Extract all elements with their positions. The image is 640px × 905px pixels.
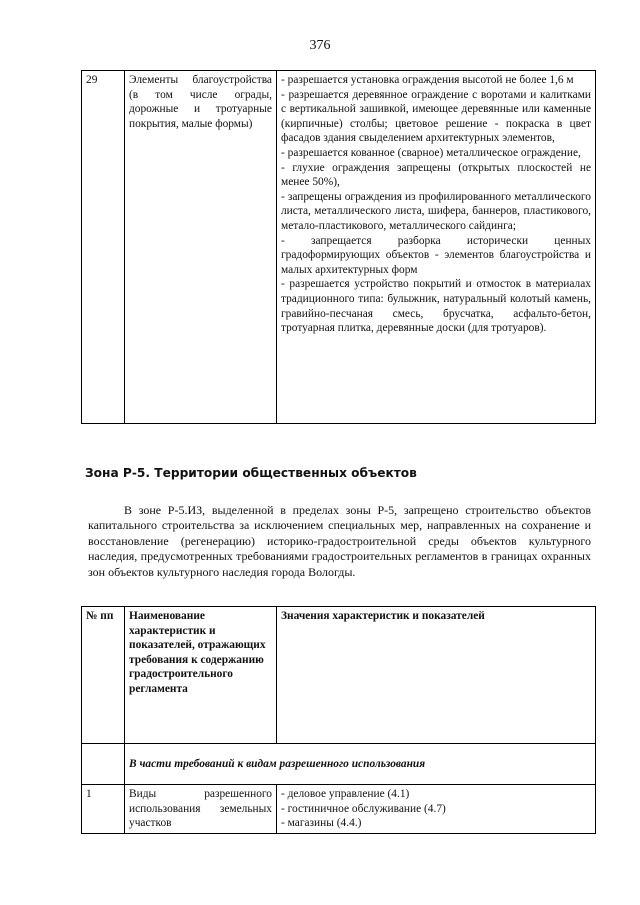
header-characteristic: Наименование характеристик и показателей, отражающих требования к содержанию градостроительного регламента [125,607,277,744]
requirement-line: - разрешается кованное (сварное) металлическое ограждение, [281,146,581,159]
value-line: - магазины (4.4.) [281,817,362,830]
row-number-cell: 1 [82,785,125,834]
characteristic-name-cell: Элементы благоустройства (в том числе ограды, дорожные и тротуарные покрытия, малые формы) [125,71,277,424]
table-row [82,71,596,424]
zone-paragraph: В зоне Р-5.ИЗ, выделенной в пределах зоны Р-5, запрещено строительство объектов капитального строительства за исключением специальных мер, направленных на сохранение и восстановление (регенерацию) историко-градостроительной среды объектов культурного наследия, предусмотренных требованиями градостроительных регламентов в границах охранных зон объектов культурного наследия города Вологды. [88,503,591,579]
section-empty-cell [82,744,125,785]
row-number-cell: 29 [82,71,125,424]
requirement-line: - запрещены ограждения из профилированного металлического листа, металлического листа, шифера, баннеров, пластикового, метало-пластикового, металлического сайдинга; [281,190,591,232]
requirement-line: - запрещается разборка исторически ценных градоформирующих объектов - элементов благоустройства и малых архитектурных форм [281,234,591,276]
zone-heading: Зона Р-5. Территории общественных объектов [85,466,417,480]
requirement-line: - разрешается деревянное ограждение с воротами и калитками с вертикальной зашивкой, имеющее деревянные или каменные (кирпичные) столбы; цветовое решение - покраска в цвет фасадов здания свыделением архитектурных элементов, [281,88,591,145]
regulation-table-top [81,70,596,424]
header-number: № пп [82,607,125,744]
requirement-line: - разрешается устройство покрытий и отмосток в материалах традиционного типа: булыжник, натуральный колотый камень, гравийно-песчаная смесь, брусчатка, асфальто-бетон, тротуарная плитка, деревянные доски (для тротуаров). [281,278,591,335]
regulation-table-bottom [81,606,596,834]
requirement-line: - разрешается установка ограждения высотой не более 1,6 м [281,74,574,86]
page-number: 376 [309,38,331,53]
values-cell [277,785,596,834]
characteristic-name-cell: Виды разрешенного использования земельных участков [125,785,277,834]
section-title: В части требований к видам разрешенного использования [125,744,596,785]
value-line: - гостиничное обслуживание (4.7) [281,802,446,815]
requirement-line: - глухие ограждения запрещены (открытых плоскостей не менее 50%), [281,161,591,189]
requirements-cell [277,71,596,424]
table-header-row [82,607,596,744]
section-row [82,744,596,785]
value-line: - деловое управление (4.1) [281,788,410,800]
table-row [82,785,596,834]
header-values: Значения характеристик и показателей [277,607,596,744]
